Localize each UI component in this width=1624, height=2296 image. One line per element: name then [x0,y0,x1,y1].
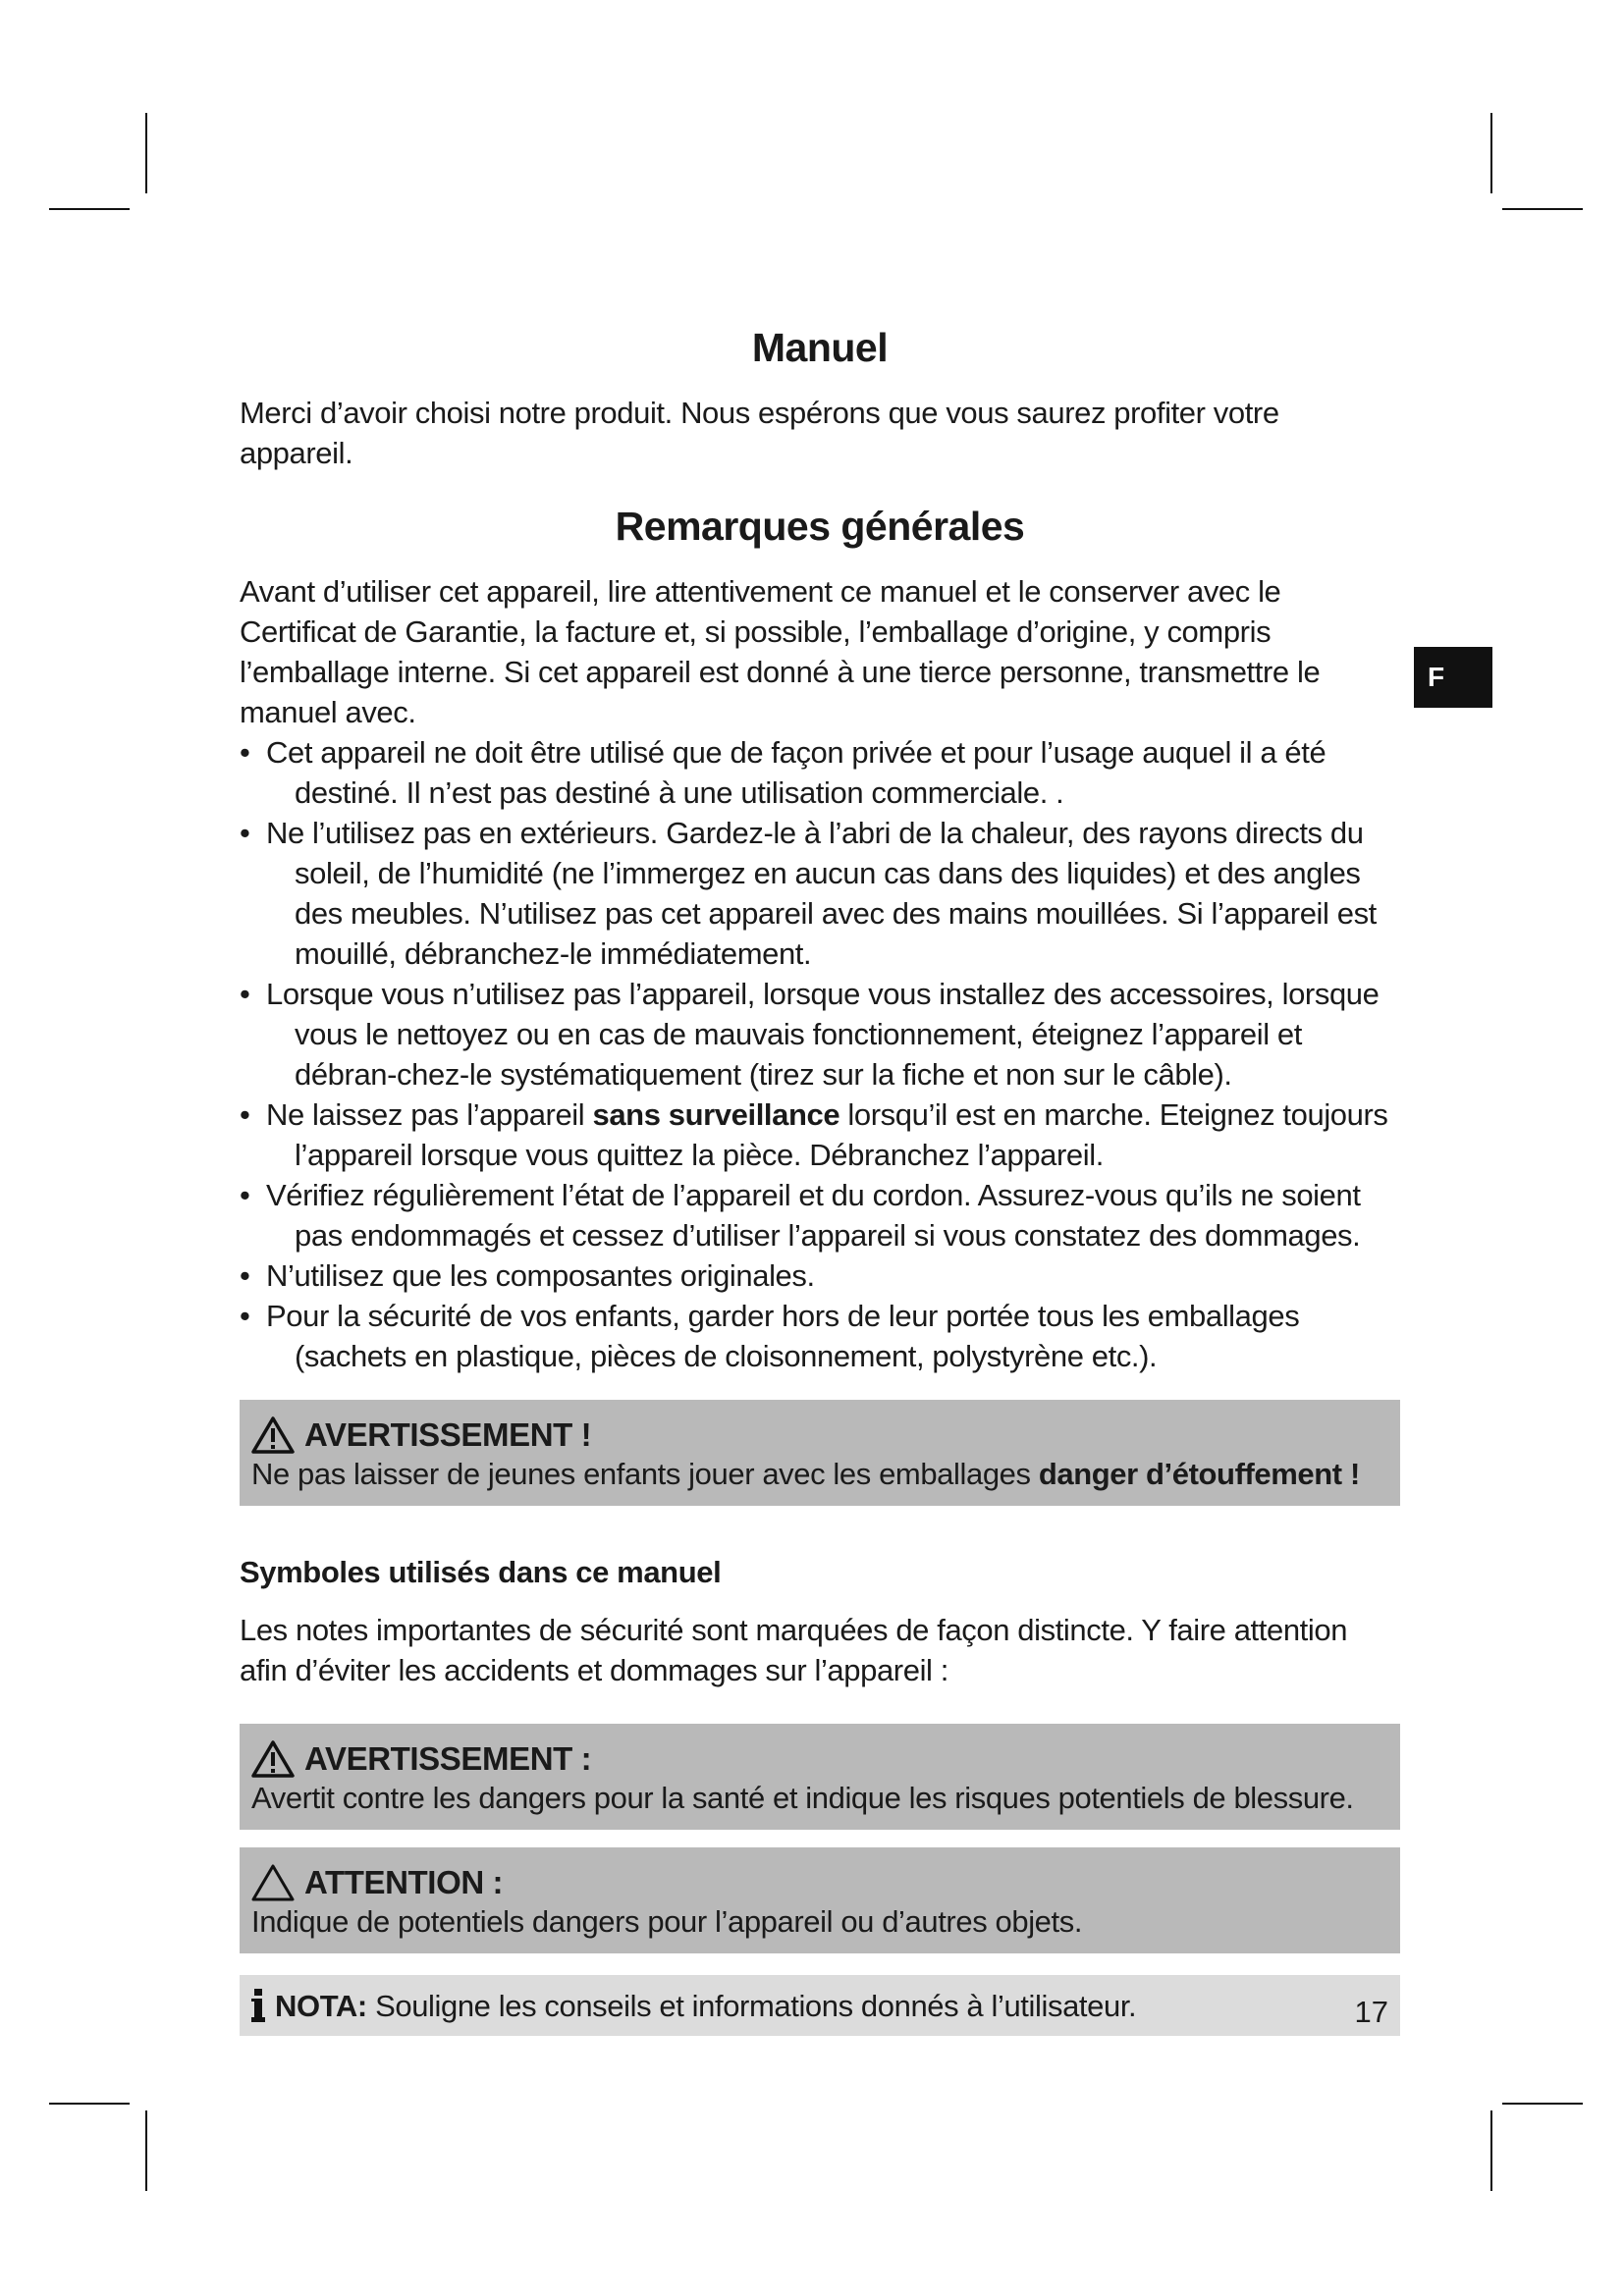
intro-text: Merci d’avoir choisi notre produit. Nous espérons que vous saurez profiter votre appareil. [240,396,1279,470]
crop-mark [145,2110,147,2191]
safety-list [240,732,1400,1376]
symbols-title: Symboles utilisés dans ce manuel [240,1555,722,1589]
crop-mark [49,2103,130,2105]
warning-body-text: Ne pas laisser de jeunes enfants jouer avec les emballages [251,1457,1039,1491]
page-number: 17 [1354,1995,1388,2029]
attention-title: ATTENTION : [304,1864,504,1900]
warning-title-row [251,1415,1388,1455]
warning-box [240,1400,1400,1506]
list-item-text: Ne laissez pas l’appareil [266,1097,593,1132]
list-item: • Ne l’utilisez pas en extérieurs. Gardez-le à l’abri de la chaleur, des rayons directs du soleil, de l’humidité (ne l’immergez en aucun cas dans des liquides) et des angles des meubles. N’utilisez pas cet appareil avec des mains mouillées. Si l’appareil est mouillé, débranchez-le immédiatement. [240,813,1400,974]
crop-mark [145,113,147,193]
crop-mark [1490,113,1492,193]
crop-mark [1502,2103,1583,2105]
warning-triangle-icon [251,1416,295,1454]
list-item: • N’utilisez que les composantes originales. [240,1255,1400,1296]
list-item-text: lorsqu’il est en marche. Eteignez toujours l’appareil lorsque vous quittez la pièce. Débranchez l’appareil. [295,1097,1388,1172]
page-title: Manuel [751,325,889,370]
section-title: Remarques générales [615,504,1025,549]
crop-mark [49,208,130,210]
warning-body-bold: danger d’étouffement ! [1038,1457,1360,1491]
nota-label: NOTA: [275,1989,367,2023]
nota-body [251,1987,1388,2026]
caution-triangle-icon [251,1864,295,1901]
warning-triangle-icon [251,1740,295,1778]
avertissement-box [240,1724,1400,1830]
language-tab: F [1414,647,1492,708]
list-item: • Lorsque vous n’utilisez pas l’appareil, lorsque vous installez des accessoires, lorsque vous le nettoyez ou en cas de mauvais fonctionnement, éteignez l’appareil et débran-chez-le systématiquement (tirez sur la fiche et non sur le câble). [240,974,1400,1095]
nota-box [240,1975,1400,2036]
avertissement-title-row [251,1739,1388,1779]
avertissement-title: AVERTISSEMENT : [304,1740,592,1777]
section-intro: Avant d’utiliser cet appareil, lire attentivement ce manuel et le conserver avec le Certificat de Garantie, la facture et, si possible, l’emballage d’origine, y compris l’emballage interne. Si cet appareil est donné à une tierce personne, transmettre le manuel avec. [240,574,1321,729]
crop-mark [1502,208,1583,210]
list-item: • Pour la sécurité de vos enfants, garder hors de leur portée tous les emballages (sachets en plastique, pièces de cloisonnement, polystyrène etc.). [240,1296,1400,1376]
avertissement-body: Avertit contre les dangers pour la santé et indique les risques potentiels de blessure. [251,1781,1354,1815]
list-item [240,1095,1400,1175]
crop-mark [1490,2110,1492,2191]
list-item: • Vérifiez régulièrement l’état de l’appareil et du cordon. Assurez-vous qu’ils ne soient pas endommagés et cessez d’utiliser l’appareil si vous constatez des dommages. [240,1175,1400,1255]
page-content [240,324,1400,2036]
attention-box [240,1847,1400,1953]
warning-title: AVERTISSEMENT ! [304,1416,592,1453]
nota-text: Souligne les conseils et informations donnés à l’utilisateur. [366,1989,1137,2023]
symbols-intro: Les notes importantes de sécurité sont marquées de façon distincte. Y faire attention afin d’éviter les accidents et dommages sur l’appareil : [240,1613,1348,1687]
info-icon [251,1989,265,2022]
list-item: • Cet appareil ne doit être utilisé que de façon privée et pour l’usage auquel il a été destiné. Il n’est pas destiné à une utilisation commerciale. . [240,732,1400,813]
attention-body: Indique de potentiels dangers pour l’appareil ou d’autres objets. [251,1904,1083,1939]
warning-body [251,1455,1388,1494]
list-item-bold: sans surveillance [592,1097,840,1132]
attention-title-row [251,1863,1388,1902]
